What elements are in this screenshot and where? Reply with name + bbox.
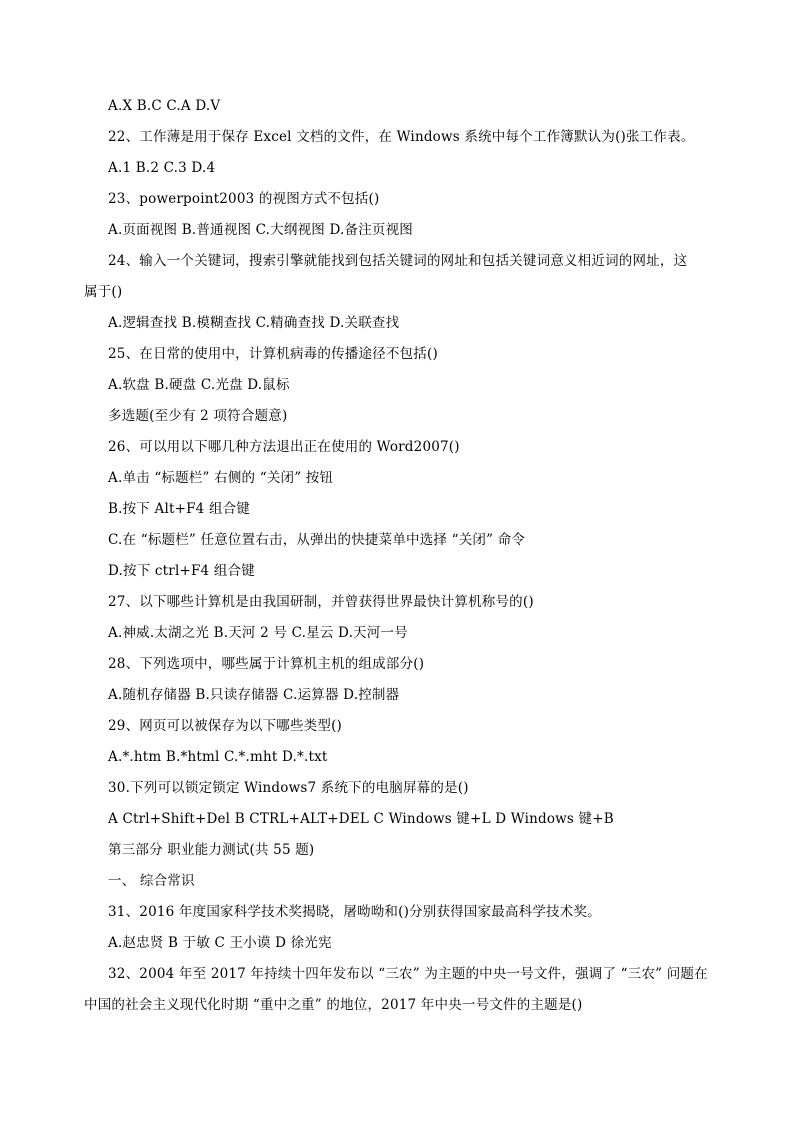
answer-options-21: A.X B.C C.A D.V [108,98,221,114]
answer-options-27: A.神威.太湖之光 B.天河 2 号 C.星云 D.天河一号 [108,625,408,641]
answer-options-31: A.赵忠贤 B 于敏 C 王小谟 D 徐光宪 [108,935,332,951]
subsection-heading-general-knowledge: 一、 综合常识 [108,873,195,889]
question-32-line-2: 中国的社会主义现代化时期 “重中之重” 的地位，2017 年中央一号文件的主题是() [84,997,583,1013]
question-24-line-2: 属于() [84,284,123,300]
answer-option-26-b: B.按下 Alt+F4 组合键 [108,501,251,517]
question-31: 31、2016 年度国家科学技术奖揭晓，屠呦呦和()分别获得国家最高科学技术奖。 [108,904,601,920]
answer-option-26-a: A.单击 “标题栏” 右侧的 “关闭” 按钮 [108,470,334,486]
question-24-line-1: 24、输入一个关键词，搜索引擎就能找到包括关键词的网址和包括关键词意义相近词的网址，这 [108,253,688,269]
part-three-heading: 第三部分 职业能力测试(共 55 题) [108,842,315,858]
question-27: 27、以下哪些计算机是由我国研制，并曾获得世界最快计算机称号的() [108,594,534,610]
answer-options-25: A.软盘 B.硬盘 C.光盘 D.鼠标 [108,377,290,393]
question-29: 29、网页可以被保存为以下哪些类型() [108,718,343,734]
question-30: 30.下列可以锁定锁定 Windows7 系统下的电脑屏幕的是() [108,780,469,796]
answer-options-30: A Ctrl+Shift+Del B CTRL+ALT+DEL C Windows 键+L D Windows 键+B [108,811,614,827]
answer-options-23: A.页面视图 B.普通视图 C.大纲视图 D.备注页视图 [108,222,413,238]
question-28: 28、下列选项中，哪些属于计算机主机的组成部分() [108,656,425,672]
question-32-line-1: 32、2004 年至 2017 年持续十四年发布以 “三农” 为主题的中央一号文件，强调了 “三农” 问题在 [108,966,708,982]
question-25: 25、在日常的使用中，计算机病毒的传播途径不包括() [108,346,438,362]
answer-options-28: A.随机存储器 B.只读存储器 C.运算器 D.控制器 [108,687,400,703]
answer-option-26-c: C.在 “标题栏” 任意位置右击，从弹出的快捷菜单中选择 “关闭” 命令 [108,532,526,548]
section-heading-multiple-choice: 多选题(至少有 2 项符合题意) [108,408,288,424]
question-23: 23、powerpoint2003 的视图方式不包括() [108,191,380,207]
question-26: 26、可以用以下哪几种方法退出正在使用的 Word2007() [108,439,460,455]
question-22: 22、工作薄是用于保存 Excel 文档的文件，在 Windows 系统中每个工作簿默认为()张工作表。 [108,129,695,145]
answer-options-22: A.1 B.2 C.3 D.4 [108,160,216,176]
answer-options-29: A.*.htm B.*html C.*.mht D.*.txt [108,749,328,765]
answer-options-24: A.逻辑查找 B.模糊查找 C.精确查找 D.关联查找 [108,315,400,331]
answer-option-26-d: D.按下 ctrl+F4 组合键 [108,563,255,579]
